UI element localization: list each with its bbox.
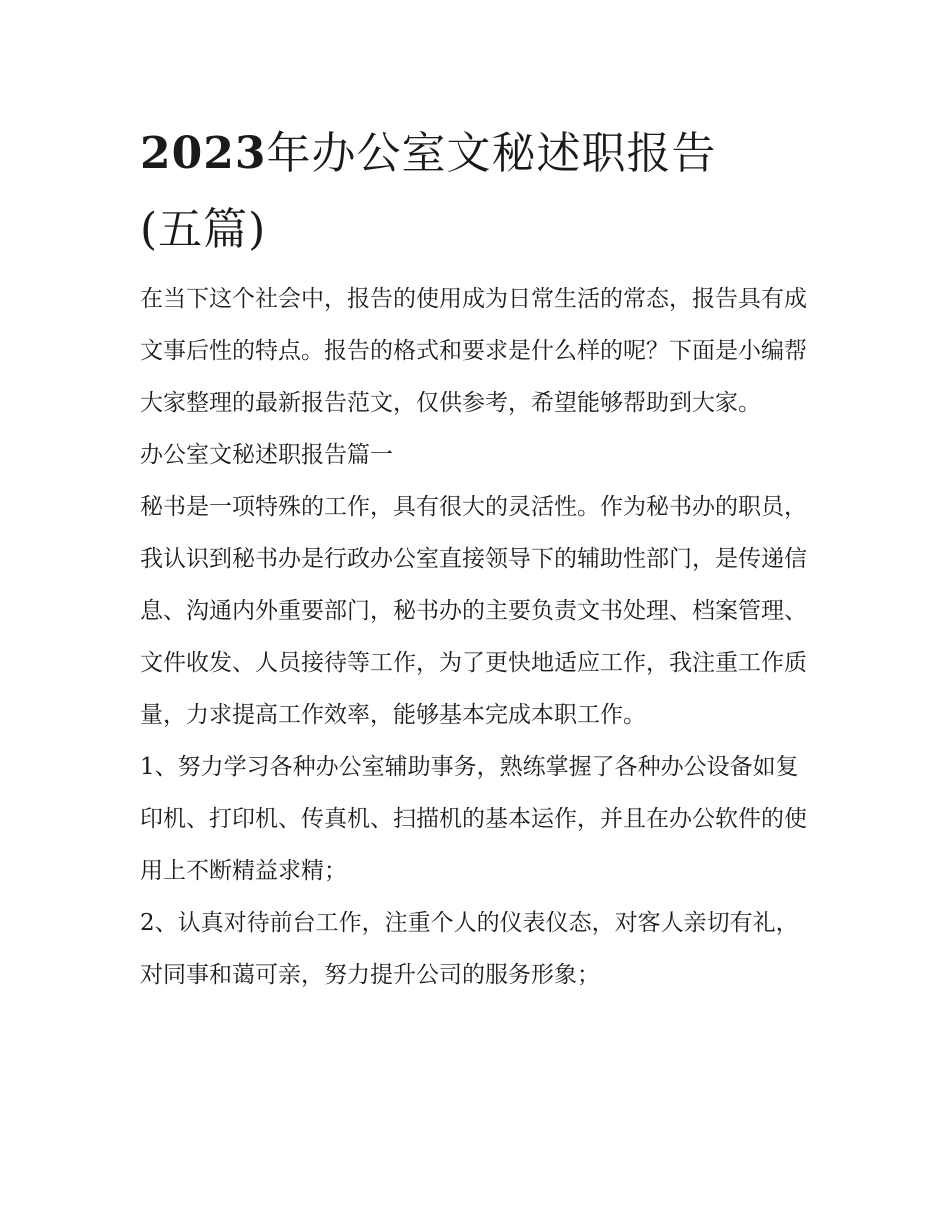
list-item-2: 2、认真对待前台工作，注重个人的仪表仪态，对客人亲切有礼，对同事和蔼可亲，努力提升公司的服务形象；: [140, 910, 799, 988]
title-subtitle: (五篇): [140, 204, 267, 255]
document-body: [140, 273, 820, 1001]
document-title: [140, 116, 820, 268]
section-heading: 办公室文秘述职报告篇一: [140, 442, 393, 468]
intro-paragraph: 在当下这个社会中，报告的使用成为日常生活的常态，报告具有成文事后性的特点。报告的格式和要求是什么样的呢？下面是小编帮大家整理的最新报告范文，仅供参考，希望能够帮助到大家。: [140, 286, 807, 416]
title-main: 年办公室文秘述职报告: [266, 128, 717, 179]
title-year: 2023: [140, 128, 267, 179]
body-paragraph: 秘书是一项特殊的工作，具有很大的灵活性。作为秘书办的职员，我认识到秘书办是行政办公室直接领导下的辅助性部门，是传递信息、沟通内外重要部门，秘书办的主要负责文书处理、档案管理、文件收发、人员接待等工作，为了更快地适应工作，我注重工作质量，力求提高工作效率，能够基本完成本职工作。: [140, 494, 807, 728]
list-item-1: 1、努力学习各种办公室辅助事务，熟练掌握了各种办公设备如复印机、打印机、传真机、扫描机的基本运作，并且在办公软件的使用上不断精益求精；: [140, 754, 807, 884]
